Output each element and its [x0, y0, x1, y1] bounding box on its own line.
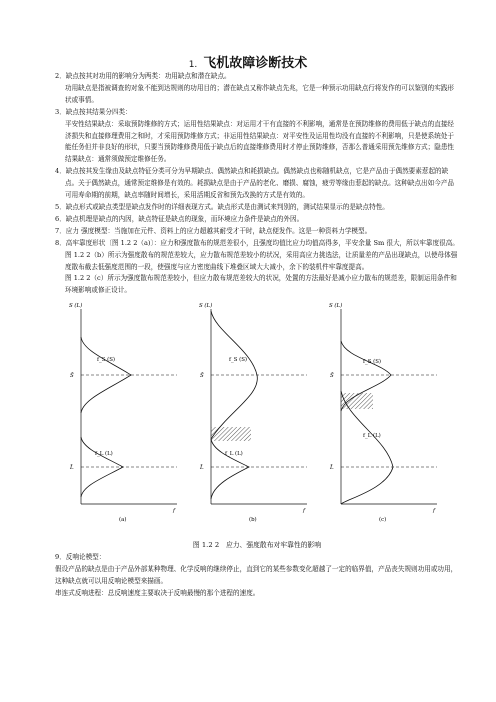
paragraph: 9．反响论模型：	[55, 553, 106, 562]
paragraph: 6．缺点机理是缺点的内因，缺点特征是缺点的现象，而环境应力条件是缺点的外因。	[55, 214, 304, 223]
title-number: 1.	[188, 60, 198, 70]
y-axis-label: S (L)	[69, 303, 83, 310]
paragraph: 5．缺点形式或缺点类型是缺点发作时的详细表现方式。缺点形式是由测试来判别的，测试结果显示的是缺点特性。	[55, 202, 389, 211]
paragraph: 图 1.2 2（c）所示为强度散布规范差较小，但应力散布规范差较大的状况，处置的方法最好是减小应力散布的规范差，限制运用条件和环境影响或修正设计。	[65, 274, 457, 295]
x-axis-label: f	[433, 508, 435, 515]
document-body	[55, 71, 459, 600]
paragraph: 串连式反响进程：总反响速度主要取决于反响最慢的那个进程的速度。	[55, 588, 260, 597]
paragraph: 3．缺点按其结果分四类：	[55, 107, 132, 116]
s-mean-label: S̄	[330, 373, 334, 380]
paragraph: 4．缺点按其发生缘由及缺点特征分类可分为早期缺点、偶然缺点和耗损缺点。偶然缺点也称随机缺点，它是产品由于偶然要素惹起的缺点。关于偶然缺点，通常预定维修是有效的。耗损缺点是由于产品的老化、磨损、腐蚀，疲劳等缘由惹起的缺点。这种缺点出如今产品可用寿命期的前期，缺点率随时间增长，采用活期反省和预先改换的方式是有效的。	[55, 167, 455, 200]
paragraph: 图 1.2 2（b）所示为强度散布的规范差较大，应力散布规范差较小的状况，采用高应力挑选法，让质量差的产品出现缺点，以使母体强度散布截去低强度范围的一段，使强度与应力密度曲线下堆叠区域大大减小，余下的装机件牢靠度提高。	[65, 250, 458, 271]
strength-curve-label: f_S (S)	[97, 357, 115, 364]
paragraph: 平安性结果缺点：采取预防维修的方式；运用性结果缺点：对运用才干有直接的不利影响，通常是在预防维修的费用低于缺点的直接经济损失和直接修理费用之和时，才采用预防维修方式；非运用性结果缺点：对平安性及运用性均没有直接的不利影响，只是使系统处于能任务但并非良好的形状，只要当预防维修费用低于缺点后的直接维修费用时才停止预防维修，否那么普通采用预先维修方式；隐患性结果缺点：通常须做预定维修任务。	[65, 119, 455, 164]
panel-b	[199, 302, 307, 523]
panel-c	[329, 302, 437, 523]
s-mean-label: S̄	[70, 373, 74, 380]
panel-label-a: (a)	[119, 517, 127, 524]
panel-label-b: (b)	[249, 517, 257, 524]
figure-caption: 图 1.2 2 应力、强度散布对牢靠性的影响	[192, 541, 322, 550]
figure-stress-strength	[55, 297, 459, 540]
strength-curve-label: f_S (S)	[363, 359, 381, 366]
paragraph: 功用缺点是指被调查的对象不能到达规则的功用目的；潜在缺点又称作缺点先兆，它是一种预示功用缺点行将发作的可以鉴别的实践形状或事情。	[65, 83, 455, 104]
paragraph: 假设产品的缺点是由于产品外部某种物理、化学反响的继续停止，直到它的某些参数变化超越了一定的临界值，产品丧失规则功用或功用，这种缺点就可以用反响论模型来描画。	[55, 565, 458, 585]
l-mean-label: L̄	[330, 465, 334, 472]
page-title	[0, 52, 496, 71]
load-curve-label: f_L (L)	[363, 433, 381, 440]
paragraph: 7．应力 强度模型：当施加在元件、资料上的应力超越其耐受才干时，缺点便发作。这是一种资料力学模型。	[55, 226, 372, 235]
title-text: 飞机故障诊断技术	[203, 56, 308, 71]
l-mean-label: L̄	[200, 465, 204, 472]
y-axis-label: S (L)	[199, 303, 213, 310]
strength-curve-label: f_S (S)	[229, 357, 247, 364]
paragraph: 2．缺点按其对功用的影响分为两类：功用缺点和潜在缺点。	[55, 72, 231, 80]
load-curve-label: f_L (L)	[95, 451, 113, 458]
load-curve-label: f_L (L)	[225, 451, 243, 458]
panel-a	[69, 302, 177, 523]
x-axis-label: f	[173, 508, 175, 515]
x-axis-label: f	[303, 508, 305, 515]
figure-svg	[69, 299, 449, 527]
l-mean-label: L̄	[70, 465, 74, 472]
paragraph: 8．高牢靠度形状〔图 1.2 2（a)〕：应力和强度散布的规范差很小，且强度均值比应力均值高得多，平安余量 Sm 很大，所以牢靠度很高。	[55, 238, 459, 247]
s-mean-label: S̄	[200, 373, 204, 380]
panel-label-c: (c)	[379, 517, 387, 524]
y-axis-label: S (L)	[329, 303, 343, 310]
